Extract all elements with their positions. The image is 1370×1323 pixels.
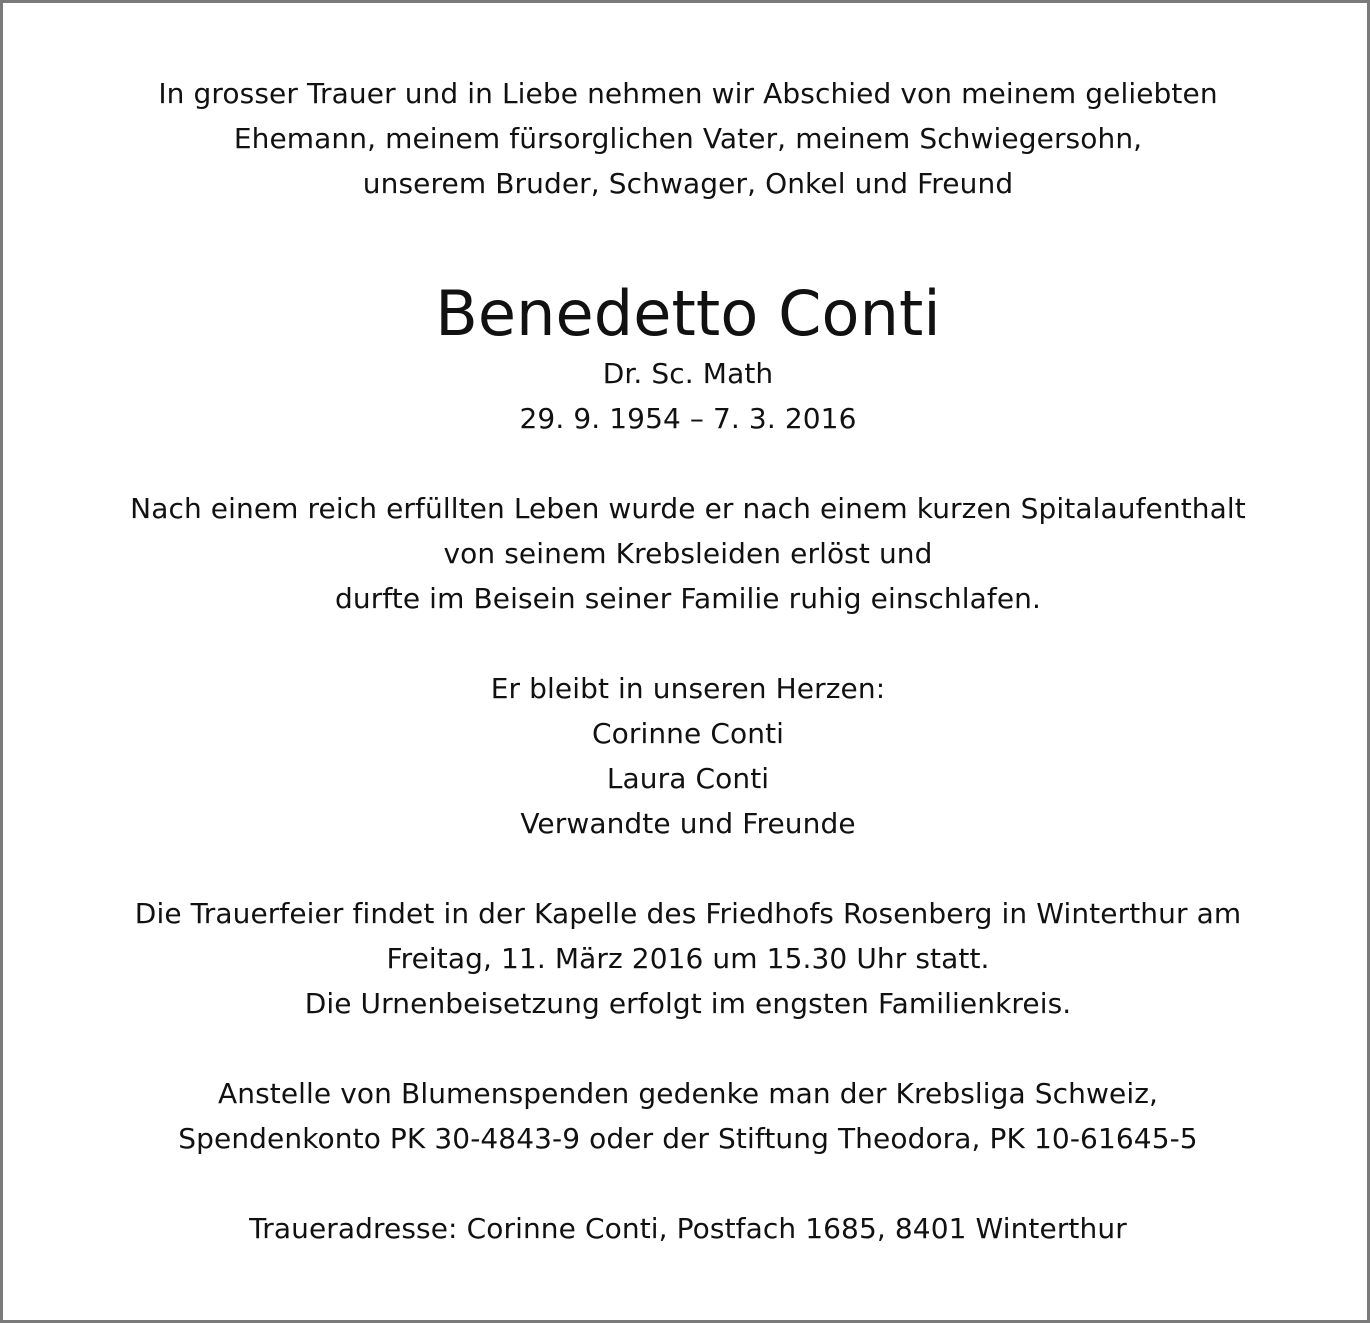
donations-line-1: Anstelle von Blumenspenden gedenke man der Krebsliga Schweiz, xyxy=(217,1077,1159,1110)
intro-line-2: Ehemann, meinem fürsorglichen Vater, meinem Schwiegersohn, xyxy=(233,122,1143,155)
passing-line-2: von seinem Krebsleiden erlöst und xyxy=(443,537,933,570)
intro-line-3: unserem Bruder, Schwager, Onkel und Freund xyxy=(362,167,1014,200)
mourning-address: Traueradresse: Corinne Conti, Postfach 1685, 8401 Winterthur xyxy=(249,1212,1127,1245)
mourner-name: Laura Conti xyxy=(606,762,770,795)
ceremony-line-1: Die Trauerfeier findet in der Kapelle des Friedhofs Rosenberg in Winterthur am xyxy=(134,897,1242,930)
mourner-name: Corinne Conti xyxy=(591,717,785,750)
intro-line-1: In grosser Trauer und in Liebe nehmen wir Abschied von meinem geliebten xyxy=(158,77,1218,110)
ceremony-line-2: Freitag, 11. März 2016 um 15.30 Uhr statt. xyxy=(386,942,990,975)
passing-line-3: durfte im Beisein seiner Familie ruhig einschlafen. xyxy=(334,582,1042,615)
passing-line-1: Nach einem reich erfüllten Leben wurde er nach einem kurzen Spitalaufenthalt xyxy=(130,492,1246,525)
mourners-heading: Er bleibt in unseren Herzen: xyxy=(490,672,886,705)
ceremony-line-3: Die Urnenbeisetzung erfolgt im engsten Familienkreis. xyxy=(304,987,1072,1020)
donations-line-2: Spendenkonto PK 30-4843-9 oder der Stiftung Theodora, PK 10-61645-5 xyxy=(178,1122,1198,1155)
mourner-name: Verwandte und Freunde xyxy=(520,807,856,840)
life-dates: 29. 9. 1954 – 7. 3. 2016 xyxy=(519,402,857,435)
deceased-name: Benedetto Conti xyxy=(435,277,941,350)
deceased-title: Dr. Sc. Math xyxy=(602,357,774,390)
